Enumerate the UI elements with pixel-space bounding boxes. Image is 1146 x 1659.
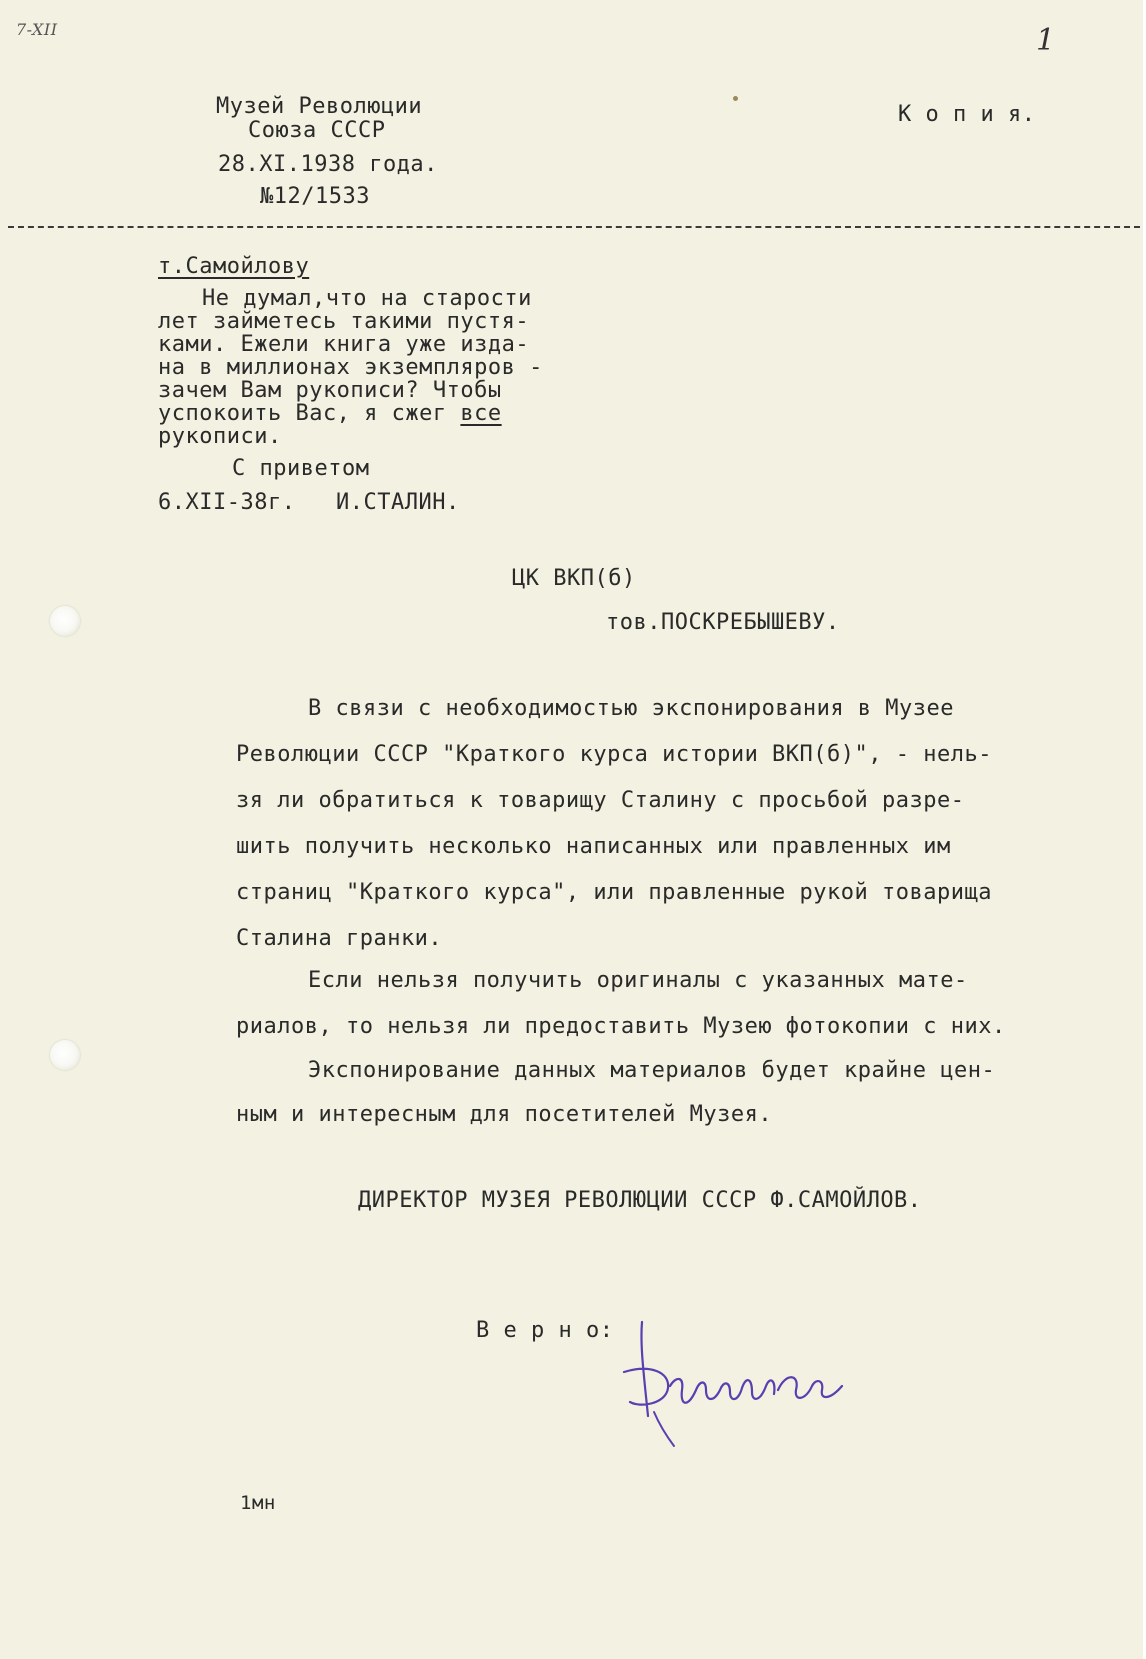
handwritten-signature [610,1316,860,1456]
punch-hole [50,1040,80,1070]
note-emphasis: все [460,401,502,426]
body-line: зя ли обратиться к товарищу Сталину с просьбой разре- [236,788,965,813]
sender-line-1: Музей Революции [216,94,423,119]
copies-note: 1мн [240,1492,276,1514]
certified-label: В е р н о: [476,1318,614,1343]
note-line-text: успокоить Вас, я сжег [158,401,461,426]
header-date: 28.XI.1938 года. [218,152,438,177]
page-number: 1 [1036,23,1056,58]
body-line: В связи с необходимостью экспонирования в Музее [308,696,955,721]
note-line: Не думал,что на старости [202,286,532,311]
ink-speck [733,96,738,101]
note-line: на в миллионах экземпляров - [158,355,543,380]
note-date: 6.XII-38г. [158,490,296,515]
copy-label: К о п и я. [898,102,1036,127]
body-line: Экспонирование данных материалов будет крайне цен- [308,1058,996,1083]
body-line: Если нельзя получить оригиналы с указанных мате- [308,968,968,993]
archive-mark: 7-XII [16,20,58,39]
body-line: риалов, то нельзя ли предоставить Музею фотокопии с них. [236,1014,1006,1039]
note-addressee: т.Самойлову [158,254,310,279]
body-line: ным и интересным для посетителей Музея. [236,1102,773,1127]
note-line: ками. Ежели книга уже изда- [158,332,530,357]
sender-line-2: Союза СССР [248,118,386,143]
body-line: Революции СССР "Краткого курса истории ВКП(б)", - нель- [236,742,992,767]
header-separator [8,226,1140,228]
body-line: страниц "Краткого курса", или правленные рукой товарища [236,880,992,905]
note-line: зачем Вам рукописи? Чтобы [158,378,502,403]
header-reference: №12/1533 [260,184,370,209]
recipient-name: тов.ПОСКРЕБЫШЕВУ. [606,610,840,635]
note-line [158,403,502,425]
body-line: шить получить несколько написанных или правленных им [236,834,951,859]
note-line: лет займетесь такими пустя- [158,309,530,334]
note-signature: И.СТАЛИН. [336,490,460,515]
note-greeting: С приветом [232,456,370,481]
recipient-org: ЦК ВКП(б) [512,566,636,591]
director-signature-line: ДИРЕКТОР МУЗЕЯ РЕВОЛЮЦИИ СССР Ф.САМОЙЛОВ. [358,1188,922,1213]
note-line: рукописи. [158,424,282,449]
punch-hole [50,606,80,636]
body-line: Сталина гранки. [236,926,443,951]
